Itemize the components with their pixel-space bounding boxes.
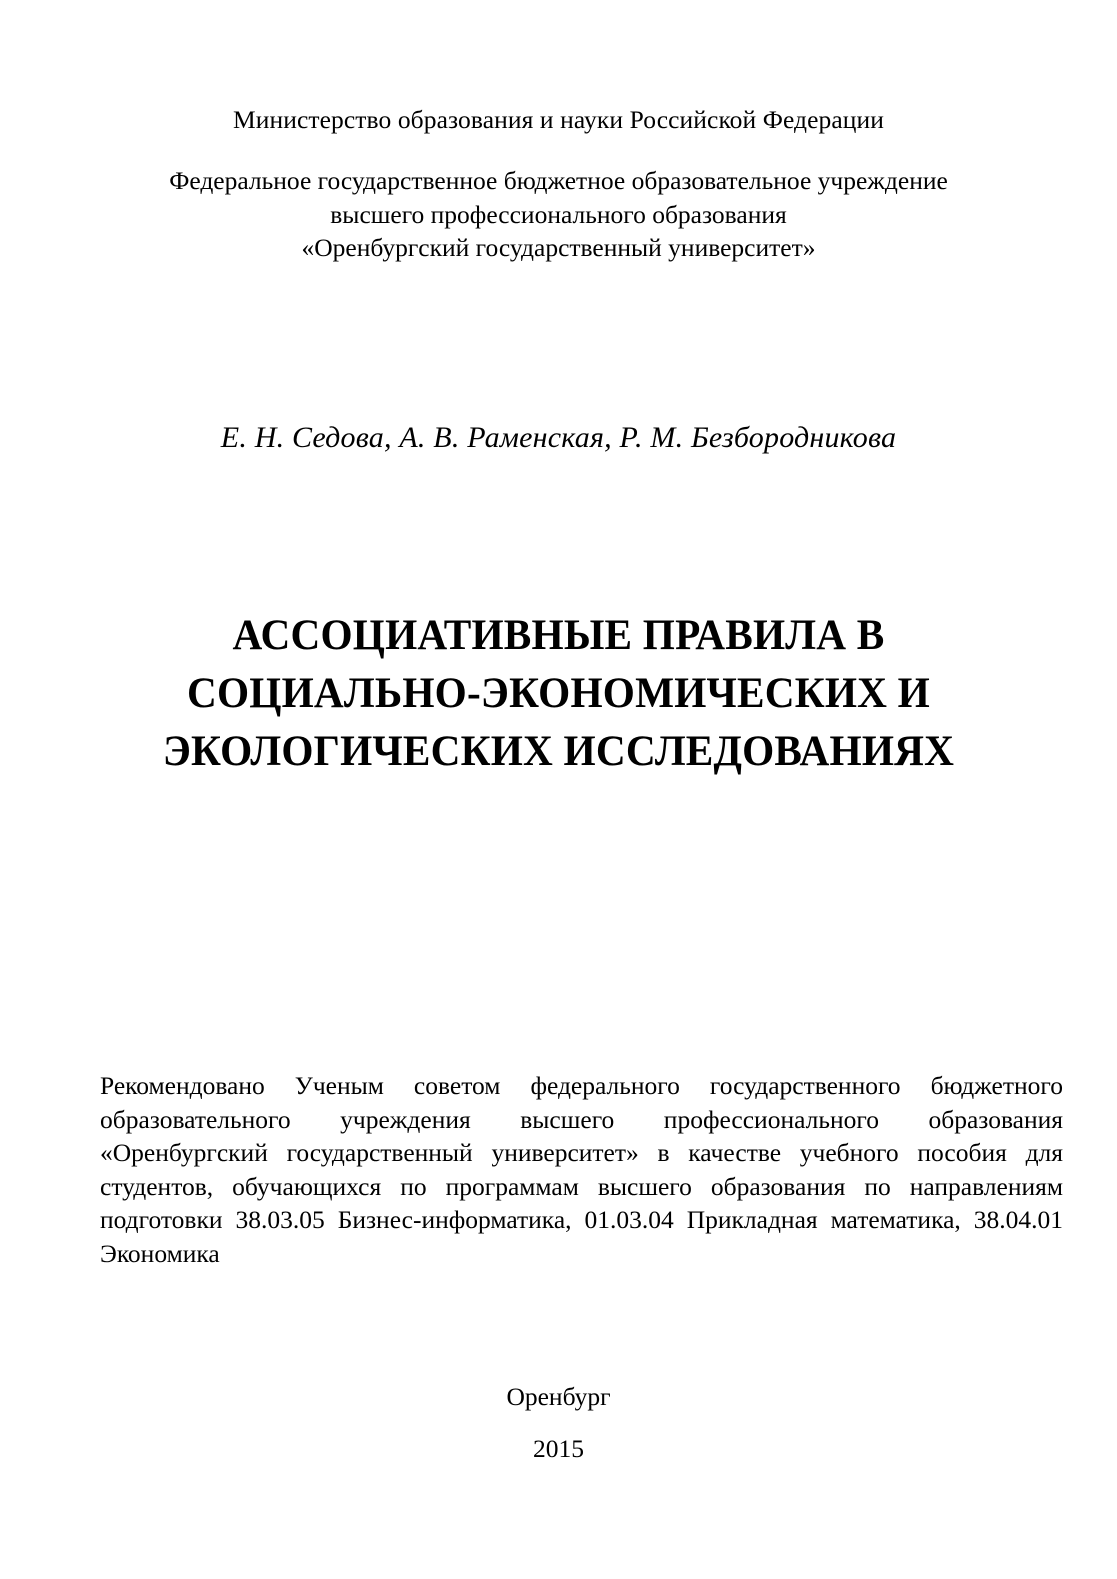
imprint-city: Оренбург [506,1382,611,1411]
institution-name [0,164,1117,265]
institution-line-3: «Оренбургский государственный университет» [301,233,816,262]
institution-line-2: высшего профессионального образования [330,199,787,229]
institution-line-1: Федеральное государственное бюджетное образовательное учреждение [169,166,948,195]
title-line-3: ЭКОЛОГИЧЕСКИХ ИССЛЕДОВАНИЯХ [162,728,955,775]
page-title [0,607,1117,781]
imprint-year: 2015 [533,1434,584,1463]
recommendation-paragraph: Рекомендовано Ученым советом федерального государственного бюджетного образовательного учреждения высшего профессионального образования «Оренбургский государственный университет» в качестве учебного пособия для студентов, обучающихся по программам высшего образования по направлениям подготовки 38.03.05 Бизнес-информатика, 01.03.04 Прикладная математика, 38.04.01 Экономика [100,1071,1063,1268]
ministry-name: Министерство образования и науки Российской Федерации [232,105,885,134]
title-line-1: АССОЦИАТИВНЫЕ ПРАВИЛА В [232,612,885,659]
title-line-2: СОЦИАЛЬНО-ЭКОНОМИЧЕСКИХ И [186,670,930,717]
authors-line: Е. Н. Седова, А. В. Раменская, Р. М. Безбородникова [220,421,897,454]
